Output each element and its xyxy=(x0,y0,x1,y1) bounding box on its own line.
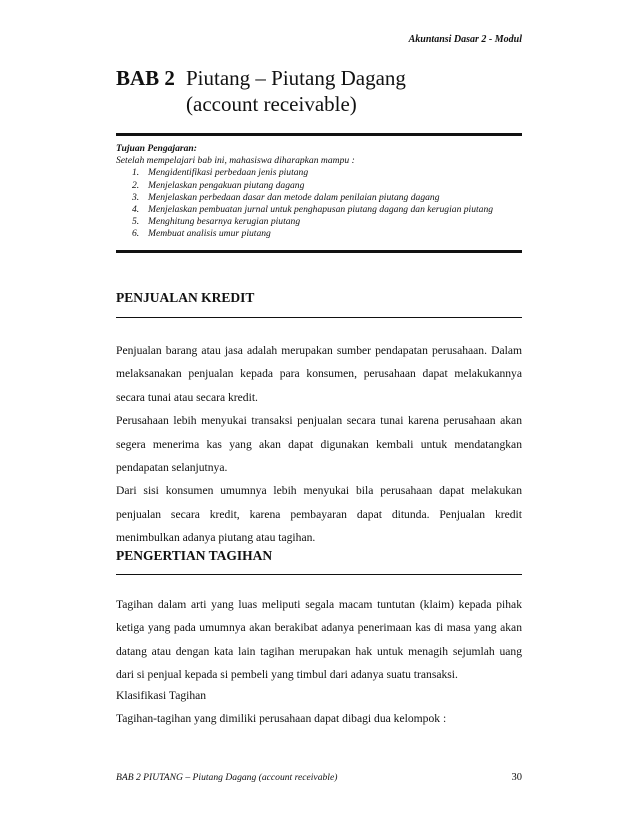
classification-subheading: Klasifikasi Tagihan xyxy=(116,689,207,702)
body-line: Tagihan dalam arti yang luas meliputi segala macam tuntutan (klaim) kepada pihak xyxy=(116,598,522,611)
objective-item: 5. Menghitung besarnya kerugian piutang xyxy=(132,216,301,228)
body-line: secara tunai atau secara kredit. xyxy=(116,390,258,404)
objective-item: 2. Menjelaskan pengakuan piutang dagang xyxy=(132,179,305,191)
body-line: menimbulkan adanya piutang atau tagihan. xyxy=(116,531,316,545)
objectives-title: Tujuan Pengajaran: xyxy=(116,143,197,154)
objective-item: 4. Menjelaskan pembuatan jurnal untuk penghapusan piutang dagang dan kerugian piutang xyxy=(132,204,494,216)
body-line: penjualan secara kredit, karena pembayaran dapat ditunda. Penjualan kredit xyxy=(116,507,522,521)
chapter-title-line1: Piutang – Piutang Dagang xyxy=(186,66,406,90)
running-header: Akuntansi Dasar 2 - Modul xyxy=(408,34,522,45)
objectives-bottom-rule xyxy=(116,250,522,253)
classification-block xyxy=(116,684,522,731)
chapter-number: BAB 2 xyxy=(116,66,175,90)
running-footer: BAB 2 PIUTANG – Piutang Dagang (account receivable) xyxy=(116,772,338,783)
body-line: segera menerima kas yang akan dapat digunakan kembali untuk mendatangkan xyxy=(116,437,522,451)
page-number: 30 xyxy=(511,772,522,783)
chapter-title-line2: (account receivable) xyxy=(186,92,357,116)
body-line: datang atau dengan kata lain tagihan merupakan hak untuk menagih sejumlah uang xyxy=(116,644,522,658)
section2-underline xyxy=(116,574,522,575)
objective-item: 6. Membuat analisis umur piutang xyxy=(132,228,271,240)
section2-body xyxy=(116,593,522,687)
body-line: melaksanakan penjualan kepada para konsumen, perusahaan dapat melakukannya xyxy=(116,367,522,381)
objectives-top-rule xyxy=(116,133,522,136)
body-line: ketiga yang pada umumnya akan berakibat adanya penerimaan kas di masa yang akan xyxy=(116,621,522,635)
section1-underline xyxy=(116,317,522,318)
classification-text: Tagihan-tagihan yang dimiliki perusahaan dapat dibagi dua kelompok : xyxy=(116,712,447,726)
learning-objectives xyxy=(116,143,526,241)
body-line: dari si penjual kepada si pembeli yang timbul dari adanya suatu transaksi. xyxy=(116,668,458,682)
body-line: Perusahaan lebih menyukai transaksi penjualan secara tunai karena perusahaan akan xyxy=(116,414,522,428)
body-line: pendapatan selanjutnya. xyxy=(116,460,228,474)
body-line: Penjualan barang atau jasa adalah merupakan sumber pendapatan perusahaan. Dalam xyxy=(116,344,522,357)
objectives-list xyxy=(116,167,526,240)
objective-item: 1. Mengidentifikasi perbedaan jenis piutang xyxy=(132,167,309,179)
objectives-intro: Setelah mempelajari bab ini, mahasiswa diharapkan mampu : xyxy=(116,155,355,167)
body-line: Dari sisi konsumen umumnya lebih menyukai bila perusahaan dapat melakukan xyxy=(116,484,522,498)
section-heading-pengertian-tagihan: PENGERTIAN TAGIHAN xyxy=(116,548,273,563)
section1-body xyxy=(116,339,522,550)
objective-item: 3. Menjelaskan perbedaan dasar dan metode dalam penilaian piutang dagang xyxy=(132,191,440,203)
section-heading-penjualan-kredit: PENJUALAN KREDIT xyxy=(116,290,255,305)
